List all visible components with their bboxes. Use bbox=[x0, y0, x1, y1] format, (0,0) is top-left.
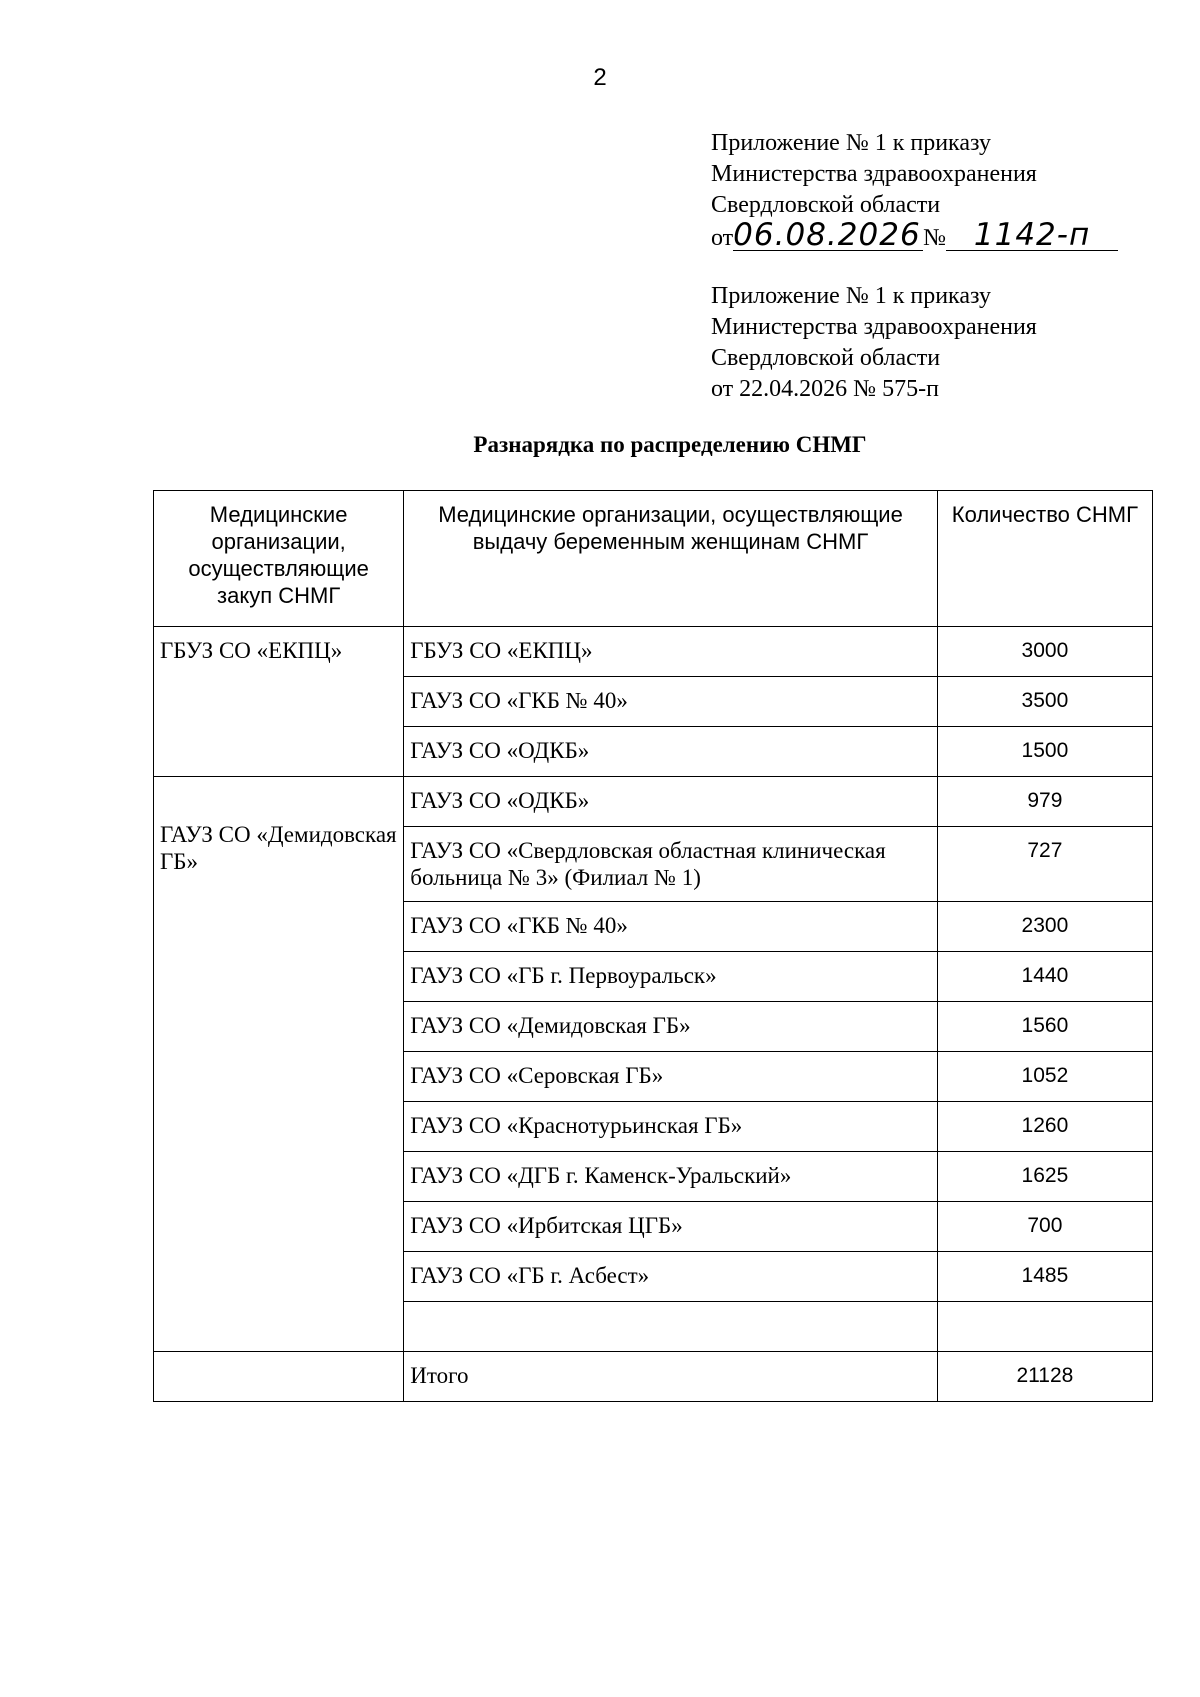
qty-cell: 1560 bbox=[937, 1002, 1152, 1052]
table-header-row bbox=[154, 491, 1153, 627]
annex-old-header bbox=[711, 281, 1037, 405]
annex-old-line4: от 22.04.2026 № 575-п bbox=[711, 376, 939, 402]
total-empty-cell bbox=[154, 1352, 404, 1402]
org-cell: ГАУЗ СО «ГКБ № 40» bbox=[404, 677, 938, 727]
org-cell: ГАУЗ СО «Серовская ГБ» bbox=[404, 1052, 938, 1102]
distribution-table bbox=[153, 490, 1153, 1402]
table-row bbox=[154, 627, 1153, 677]
org-cell: ГАУЗ СО «Ирбитская ЦГБ» bbox=[404, 1202, 938, 1252]
annex-old-line1: Приложение № 1 к приказу bbox=[711, 283, 991, 309]
qty-cell: 1440 bbox=[937, 952, 1152, 1002]
org-cell: ГАУЗ СО «ГКБ № 40» bbox=[404, 902, 938, 952]
annex-old-line3: Свердловской области bbox=[711, 345, 941, 371]
qty-cell: 979 bbox=[937, 777, 1152, 827]
page-number: 2 bbox=[593, 64, 607, 91]
qty-cell: 727 bbox=[937, 827, 1152, 902]
purchaser-cell: ГБУЗ СО «ЕКПЦ» bbox=[154, 627, 404, 777]
number-prefix: № bbox=[923, 225, 947, 251]
annex-new-line2: Министерства здравоохранения bbox=[711, 161, 1037, 187]
org-cell: ГАУЗ СО «ГБ г. Первоуральск» bbox=[404, 952, 938, 1002]
qty-cell: 1625 bbox=[937, 1152, 1152, 1202]
org-cell: ГАУЗ СО «ОДКБ» bbox=[404, 777, 938, 827]
header-issuer: Медицинские организации, осуществляющие выдачу беременным женщинам СНМГ bbox=[404, 491, 938, 627]
header-quantity: Количество СНМГ bbox=[937, 491, 1152, 627]
org-cell: ГАУЗ СО «Свердловская областная клиническая больница № 3» (Филиал № 1) bbox=[404, 827, 938, 902]
annex-new-line3: Свердловской области bbox=[711, 192, 941, 218]
qty-cell: 2300 bbox=[937, 902, 1152, 952]
header-purchaser: Медицинские организации, осуществляющие закуп СНМГ bbox=[154, 491, 404, 627]
qty-cell: 1052 bbox=[937, 1052, 1152, 1102]
qty-cell: 1260 bbox=[937, 1102, 1152, 1152]
org-cell: ГАУЗ СО «Краснотурьинская ГБ» bbox=[404, 1102, 938, 1152]
annex-old-line2: Министерства здравоохранения bbox=[711, 314, 1037, 340]
annex-new-line1: Приложение № 1 к приказу bbox=[711, 130, 991, 156]
qty-cell bbox=[937, 1302, 1152, 1352]
document-title: Разнарядка по распределению СНМГ bbox=[473, 432, 867, 457]
handwritten-date: 06.08.2026 bbox=[733, 221, 923, 251]
org-cell: ГБУЗ СО «ЕКПЦ» bbox=[404, 627, 938, 677]
total-value: 21128 bbox=[937, 1352, 1152, 1402]
annex-new-line4 bbox=[711, 217, 1118, 254]
total-row bbox=[154, 1352, 1153, 1402]
qty-cell: 1500 bbox=[937, 727, 1152, 777]
handwritten-number: 1142-п bbox=[946, 221, 1118, 251]
qty-cell: 1485 bbox=[937, 1252, 1152, 1302]
org-cell: ГАУЗ СО «ГБ г. Асбест» bbox=[404, 1252, 938, 1302]
purchaser-cell: ГАУЗ СО «Демидовская ГБ» bbox=[154, 777, 404, 1352]
total-label: Итого bbox=[404, 1352, 938, 1402]
table-row bbox=[154, 777, 1153, 827]
org-cell: ГАУЗ СО «Демидовская ГБ» bbox=[404, 1002, 938, 1052]
org-cell: ГАУЗ СО «ДГБ г. Каменск-Уральский» bbox=[404, 1152, 938, 1202]
qty-cell: 3500 bbox=[937, 677, 1152, 727]
org-cell bbox=[404, 1302, 938, 1352]
annex-new-header bbox=[711, 128, 1118, 254]
date-prefix: от bbox=[711, 225, 734, 251]
qty-cell: 700 bbox=[937, 1202, 1152, 1252]
org-cell: ГАУЗ СО «ОДКБ» bbox=[404, 727, 938, 777]
qty-cell: 3000 bbox=[937, 627, 1152, 677]
